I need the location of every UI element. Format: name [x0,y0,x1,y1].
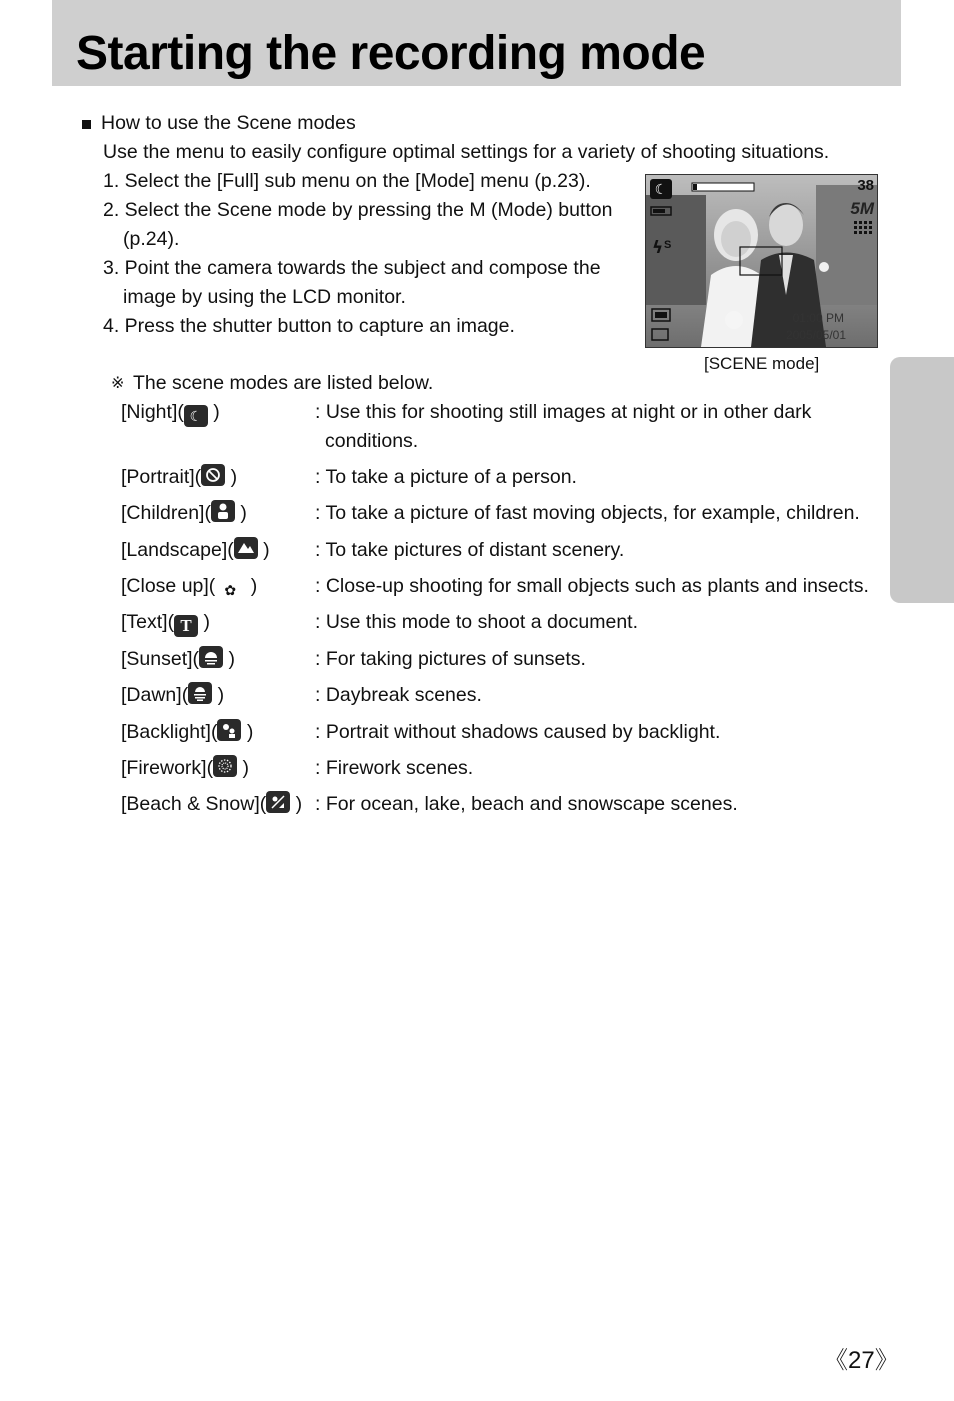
lcd-time: 01:00 PM [792,311,844,325]
scene-text-desc: : Use this mode to shoot a document. [315,611,639,633]
scene-backlight-desc: : Portrait without shadows caused by backlight. [315,721,721,743]
flash-icon: ϟ [652,238,664,258]
scene-portrait: [Portrait]( ) [121,466,238,488]
landscape-icon [234,537,258,559]
firework-icon [213,755,237,777]
step-2: 2. Select the Scene mode by pressing the M (Mode) button [103,199,613,221]
scene-portrait-desc: : To take a picture of a person. [315,466,577,488]
scene-text: [Text]( T ) [121,611,211,635]
svg-text:☾: ☾ [654,182,668,198]
scene-night: [Night]( ☾ ) [121,398,220,427]
scene-backlight: [Backlight]( ) [121,721,254,743]
step-1: 1. Select the [Full] sub menu on the [Mode] menu (p.23). [103,170,591,192]
closeup-icon: ✿ [224,582,237,598]
night-icon: ☾ [184,405,208,427]
section-side-tab [890,357,954,603]
scene-firework: [Firework]( ) [121,757,250,779]
scene-beach-snow: [Beach & Snow]( ) [121,793,303,815]
dawn-icon [188,682,212,704]
scene-night-desc-cont: conditions. [325,430,419,452]
intro-heading: How to use the Scene modes [101,112,356,134]
scene-night-desc: : Use this for shooting still images at night or in other dark [315,401,812,423]
step-2-cont: (p.24). [123,228,180,250]
page-header [52,0,901,86]
scene-landscape-desc: : To take pictures of distant scenery. [315,539,625,561]
page-title: Starting the recording mode [76,27,706,80]
scene-closeup-desc: : Close-up shooting for small objects such as plants and insects. [315,575,869,597]
scene-beach-snow-desc: : For ocean, lake, beach and snowscape scenes. [315,793,738,815]
scene-closeup: [Close up]( ✿ ) [121,572,257,601]
scene-sunset: [Sunset]( ) [121,648,235,670]
scene-dawn-desc: : Daybreak scenes. [315,684,482,706]
lcd-date: 2005/05/01 [785,328,846,342]
bullet-square-icon [82,120,91,129]
portrait-icon [201,464,225,486]
beach-snow-icon [266,791,290,813]
lcd-preview-image [645,174,878,348]
scene-dawn: [Dawn]( ) [121,684,225,706]
shots-remaining: 38 [857,177,874,194]
note-text: The scene modes are listed below. [133,372,434,394]
lcd-caption: [SCENE mode] [704,354,820,373]
children-icon [211,500,235,522]
scene-children: [Children]( ) [121,502,247,524]
text-icon: T [174,615,198,637]
step-3-cont: image by using the LCD monitor. [123,286,406,308]
page-number: 《27》 [824,1347,899,1374]
backlight-icon [217,719,241,741]
scene-children-desc: : To take a picture of fast moving objects, for example, children. [315,502,860,524]
flash-mode-label: S [664,239,672,251]
note-symbol: ※ [111,375,125,392]
resolution-label: 5M [850,199,874,218]
scene-landscape: [Landscape]( ) [121,539,270,561]
scene-firework-desc: : Firework scenes. [315,757,474,779]
step-4: 4. Press the shutter button to capture an image. [103,315,515,337]
intro-description: Use the menu to easily configure optimal settings for a variety of shooting situations. [103,141,830,163]
step-3: 3. Point the camera towards the subject and compose the [103,257,601,279]
zoom-bar [692,183,754,191]
sunset-icon [199,646,223,668]
scene-sunset-desc: : For taking pictures of sunsets. [315,648,586,670]
